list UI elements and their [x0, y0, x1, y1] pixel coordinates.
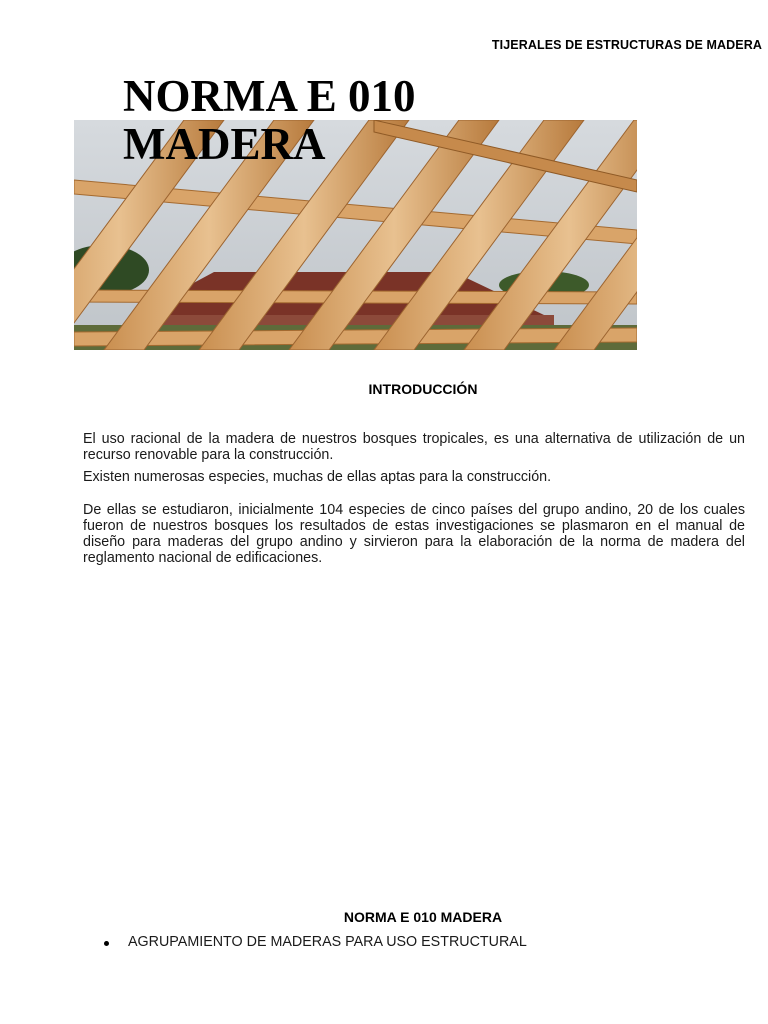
intro-paragraph: De ellas se estudiaron, inicialmente 104 especies de cinco países del grupo andino, 20 de los cuales fueron de nuestros bosques los resultados de estas investigaciones se plasmaron en el manual de diseño para maderas del grupo andino y sirvieron para la elaboración de la norma de madera del reglamento nacional de edificaciones. [83, 502, 745, 566]
list-item-text: AGRUPAMIENTO DE MADERAS PARA USO ESTRUCTURAL [128, 934, 527, 950]
bullet-icon [104, 941, 109, 946]
document-title [123, 72, 416, 168]
list-item [104, 934, 527, 950]
document-title-line2: MADERA [123, 119, 326, 169]
bullet-list [104, 934, 527, 950]
running-header: TIJERALES DE ESTRUCTURAS DE MADERA [491, 38, 762, 52]
intro-paragraph: El uso racional de la madera de nuestros bosques tropicales, es una alternativa de utilización de un recurso renovable para la construcción. [83, 431, 745, 463]
introduction-heading: INTRODUCCIÓN [368, 381, 478, 397]
document-title-line1: NORMA E 010 [123, 71, 416, 121]
section-heading: NORMA E 010 MADERA [343, 909, 503, 925]
intro-paragraph: Existen numerosas especies, muchas de ellas aptas para la construcción. [83, 469, 552, 485]
